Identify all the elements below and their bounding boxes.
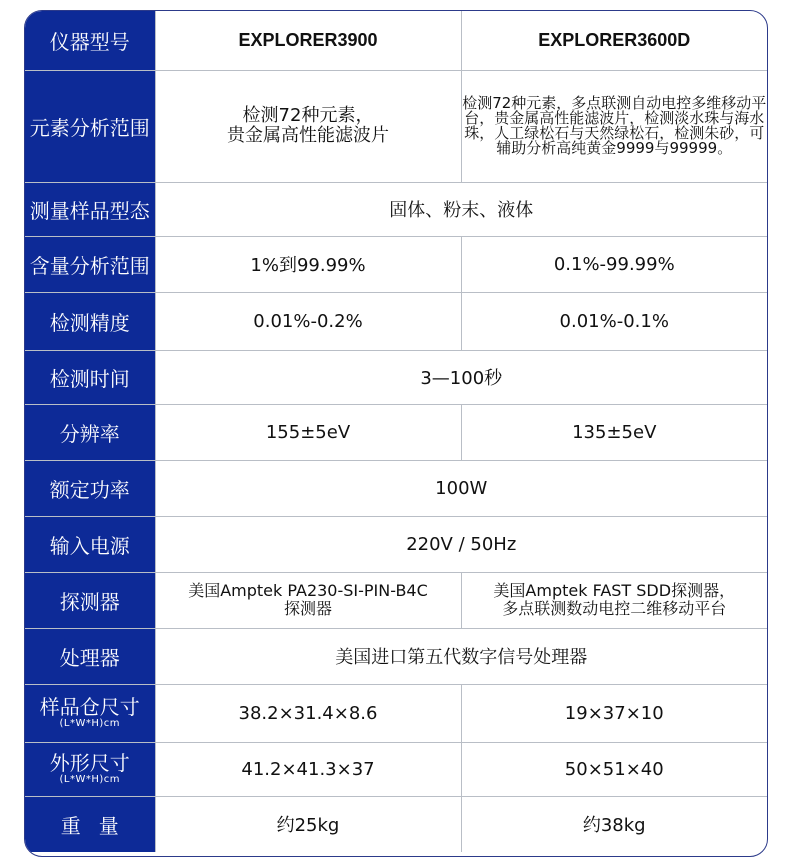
row-label-rated-power: 额定功率 [25, 460, 155, 516]
detection-time-value: 3—100秒 [155, 350, 767, 404]
table-row-rated-power [25, 460, 767, 516]
table-row-precision [25, 292, 767, 350]
elements-value-a: 检测72种元素， 贵金属高性能滤波片 [155, 70, 461, 182]
precision-value-a: 0.01%-0.2% [155, 292, 461, 350]
resolution-value-b: 135±5eV [461, 404, 767, 460]
table-row-content-range [25, 236, 767, 292]
weight-value-a: 约25kg [155, 796, 461, 852]
row-label-elements: 元素分析范围 [25, 70, 155, 182]
table-row-elements [25, 70, 767, 182]
detector-value-a: 美国Amptek PA230-SI-PIN-B4C 探测器 [155, 572, 461, 628]
sample-state-value: 固体、粉末、液体 [155, 182, 767, 236]
outer-size-label: 外形尺寸 [49, 751, 130, 775]
content-range-value-a: 1%到99.99% [155, 236, 461, 292]
table-row-resolution [25, 404, 767, 460]
table-row-model [25, 11, 767, 70]
input-power-value: 220V / 50Hz [155, 516, 767, 572]
table-row-sample-state [25, 182, 767, 236]
content-range-value-b: 0.1%-99.99% [461, 236, 767, 292]
table-row-detector [25, 572, 767, 628]
precision-value-b: 0.01%-0.1% [461, 292, 767, 350]
row-label-weight [25, 796, 155, 852]
outer-size-unit: (L*W*H)cm [59, 774, 121, 785]
table-row-processor [25, 628, 767, 684]
row-label-precision: 检测精度 [25, 292, 155, 350]
outer-size-value-b: 50×51×40 [461, 742, 767, 796]
elements-value-b: 检测72种元素，多点联测自动电控多维移动平台，贵金属高性能滤波片，检测淡水珠与海水珠，人工绿松石与天然绿松石，检测朱砂，可辅助分析高纯黄金9999与99999。 [461, 70, 767, 182]
chamber-size-unit: (L*W*H)cm [59, 718, 121, 729]
row-label-sample-state: 测量样品型态 [25, 182, 155, 236]
row-label-outer-size [25, 742, 155, 796]
weight-label: 重量 [60, 813, 137, 838]
weight-value-b: 约38kg [461, 796, 767, 852]
chamber-size-value-a: 38.2×31.4×8.6 [155, 684, 461, 742]
row-label-model: 仪器型号 [25, 11, 155, 70]
table-row-outer-size [25, 742, 767, 796]
row-label-processor: 处理器 [25, 628, 155, 684]
table-row-weight [25, 796, 767, 852]
row-label-input-power: 输入电源 [25, 516, 155, 572]
rated-power-value: 100W [155, 460, 767, 516]
chamber-size-value-b: 19×37×10 [461, 684, 767, 742]
table-row-detection-time [25, 350, 767, 404]
detector-value-b: 美国Amptek FAST SDD探测器， 多点联测数动电控二维移动平台 [461, 572, 767, 628]
table-row-chamber-size [25, 684, 767, 742]
spec-comparison-card [24, 10, 768, 857]
row-label-resolution: 分辨率 [25, 404, 155, 460]
row-label-detector: 探测器 [25, 572, 155, 628]
row-label-content-range: 含量分析范围 [25, 236, 155, 292]
spec-table [25, 11, 767, 852]
table-row-input-power [25, 516, 767, 572]
model-b-header: EXPLORER3600D [461, 11, 767, 70]
model-a-header: EXPLORER3900 [155, 11, 461, 70]
processor-value: 美国进口第五代数字信号处理器 [155, 628, 767, 684]
outer-size-value-a: 41.2×41.3×37 [155, 742, 461, 796]
row-label-detection-time: 检测时间 [25, 350, 155, 404]
chamber-size-label: 样品仓尺寸 [39, 695, 140, 719]
resolution-value-a: 155±5eV [155, 404, 461, 460]
row-label-chamber-size [25, 684, 155, 742]
